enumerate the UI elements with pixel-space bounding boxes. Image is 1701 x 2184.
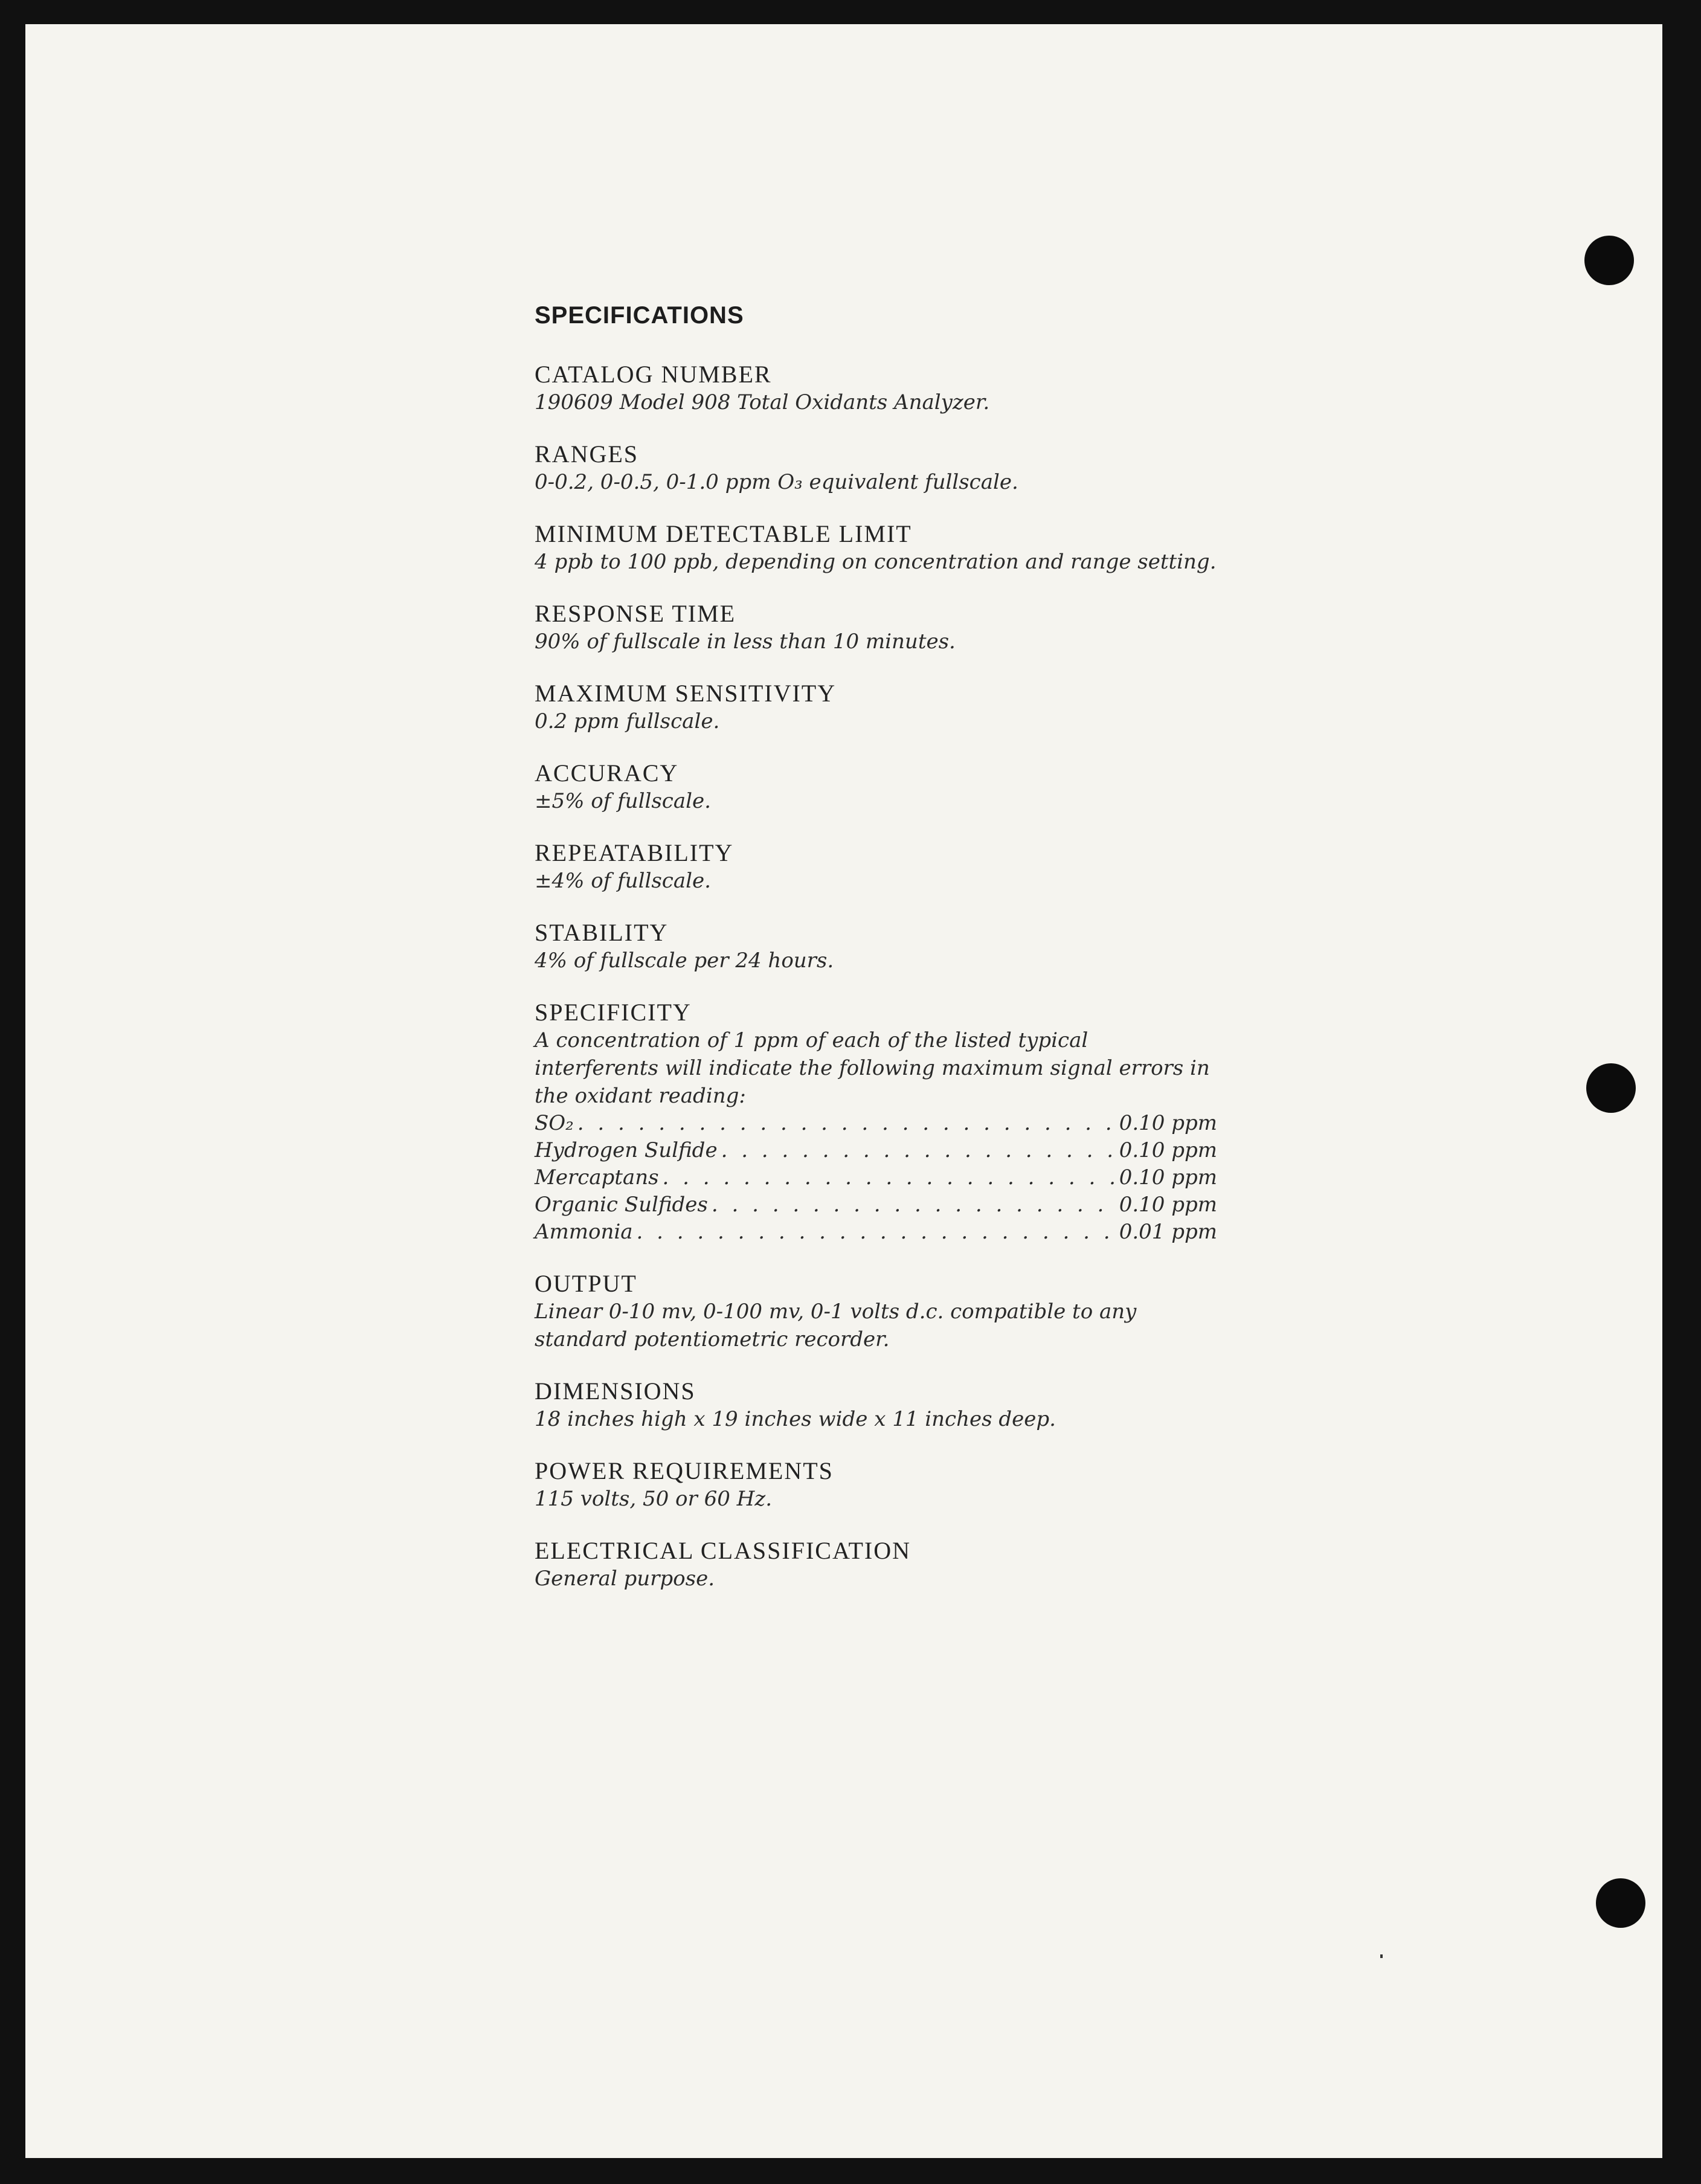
spec-ranges bbox=[535, 440, 1217, 496]
spec-response-time bbox=[535, 600, 1217, 656]
spec-heading: ELECTRICAL CLASSIFICATION bbox=[535, 1537, 911, 1564]
interferent-value: 0.10 ppm bbox=[1119, 1138, 1217, 1162]
page-title: SPECIFICATIONS bbox=[535, 302, 744, 329]
spec-heading: DIMENSIONS bbox=[535, 1377, 696, 1405]
spec-dimensions bbox=[535, 1377, 1217, 1433]
spec-text: ±5% of fullscale. bbox=[535, 789, 711, 813]
spec-heading: ACCURACY bbox=[535, 759, 679, 787]
interferent-name: Mercaptans bbox=[535, 1165, 659, 1190]
spec-text: 0-0.2, 0-0.5, 0-1.0 ppm O₃ equivalent fullscale. bbox=[535, 470, 1018, 494]
punch-hole-bottom bbox=[1596, 1878, 1645, 1928]
spec-heading: MINIMUM DETECTABLE LIMIT bbox=[535, 520, 912, 547]
spec-text: 4% of fullscale per 24 hours. bbox=[535, 949, 834, 973]
interferent-row bbox=[535, 1219, 1217, 1246]
spec-heading: POWER REQUIREMENTS bbox=[535, 1457, 834, 1484]
spec-catalog-number bbox=[535, 361, 1217, 416]
spec-heading: REPEATABILITY bbox=[535, 839, 734, 866]
spec-text: 90% of fullscale in less than 10 minutes. bbox=[535, 630, 956, 654]
spec-output bbox=[535, 1270, 1217, 1353]
spec-heading: STABILITY bbox=[535, 919, 669, 946]
spec-heading: RESPONSE TIME bbox=[535, 600, 736, 627]
document-page bbox=[25, 24, 1662, 2158]
interferent-row bbox=[535, 1191, 1217, 1219]
spec-specificity bbox=[535, 999, 1217, 1246]
spec-text: General purpose. bbox=[535, 1567, 715, 1591]
interferent-name: SO₂ bbox=[535, 1111, 574, 1135]
spec-stability bbox=[535, 919, 1217, 974]
paper-speck bbox=[1380, 1954, 1383, 1958]
spec-heading: SPECIFICITY bbox=[535, 999, 692, 1026]
dot-leader bbox=[712, 1191, 1116, 1219]
spec-heading: OUTPUT bbox=[535, 1270, 637, 1297]
spec-minimum-detectable-limit bbox=[535, 520, 1217, 576]
spec-power-requirements bbox=[535, 1457, 1217, 1513]
spec-heading: MAXIMUM SENSITIVITY bbox=[535, 680, 837, 707]
interferent-row bbox=[535, 1164, 1217, 1191]
interferent-value: 0.10 ppm bbox=[1119, 1193, 1217, 1217]
interferent-row bbox=[535, 1110, 1217, 1137]
punch-hole-middle bbox=[1586, 1063, 1636, 1113]
spec-accuracy bbox=[535, 759, 1217, 815]
spec-heading: CATALOG NUMBER bbox=[535, 361, 772, 388]
dot-leader bbox=[577, 1110, 1116, 1137]
interferent-list bbox=[535, 1110, 1217, 1246]
spec-electrical-classification bbox=[535, 1537, 1217, 1593]
interferent-row bbox=[535, 1137, 1217, 1164]
spec-text: A concentration of 1 ppm of each of the listed typical interferents will indicate the following maximum signal errors in the oxidant reading: bbox=[535, 1028, 1210, 1108]
spec-text: Linear 0-10 mv, 0-100 mv, 0-1 volts d.c. compatible to any standard potentiometric recorder. bbox=[535, 1300, 1137, 1351]
spec-repeatability bbox=[535, 839, 1217, 895]
spec-text: 115 volts, 50 or 60 Hz. bbox=[535, 1487, 773, 1511]
punch-hole-top bbox=[1584, 236, 1634, 285]
interferent-value: 0.10 ppm bbox=[1119, 1111, 1217, 1135]
interferent-name: Hydrogen Sulfide bbox=[535, 1138, 718, 1162]
spec-text: 0.2 ppm fullscale. bbox=[535, 709, 720, 733]
spec-text: 4 ppb to 100 ppb, depending on concentration and range setting. bbox=[535, 550, 1217, 574]
spec-text: ±4% of fullscale. bbox=[535, 869, 711, 893]
interferent-name: Organic Sulfides bbox=[535, 1193, 708, 1217]
dot-leader bbox=[637, 1219, 1116, 1246]
spec-text: 18 inches high x 19 inches wide x 11 inches deep. bbox=[535, 1407, 1056, 1431]
spec-text: 190609 Model 908 Total Oxidants Analyzer. bbox=[535, 390, 990, 414]
spec-heading: RANGES bbox=[535, 440, 639, 468]
dot-leader bbox=[663, 1164, 1116, 1191]
interferent-value: 0.01 ppm bbox=[1119, 1220, 1217, 1244]
interferent-name: Ammonia bbox=[535, 1220, 633, 1244]
interferent-value: 0.10 ppm bbox=[1119, 1165, 1217, 1190]
dot-leader bbox=[721, 1137, 1116, 1164]
spec-maximum-sensitivity bbox=[535, 680, 1217, 735]
specifications-content bbox=[535, 302, 1217, 1617]
